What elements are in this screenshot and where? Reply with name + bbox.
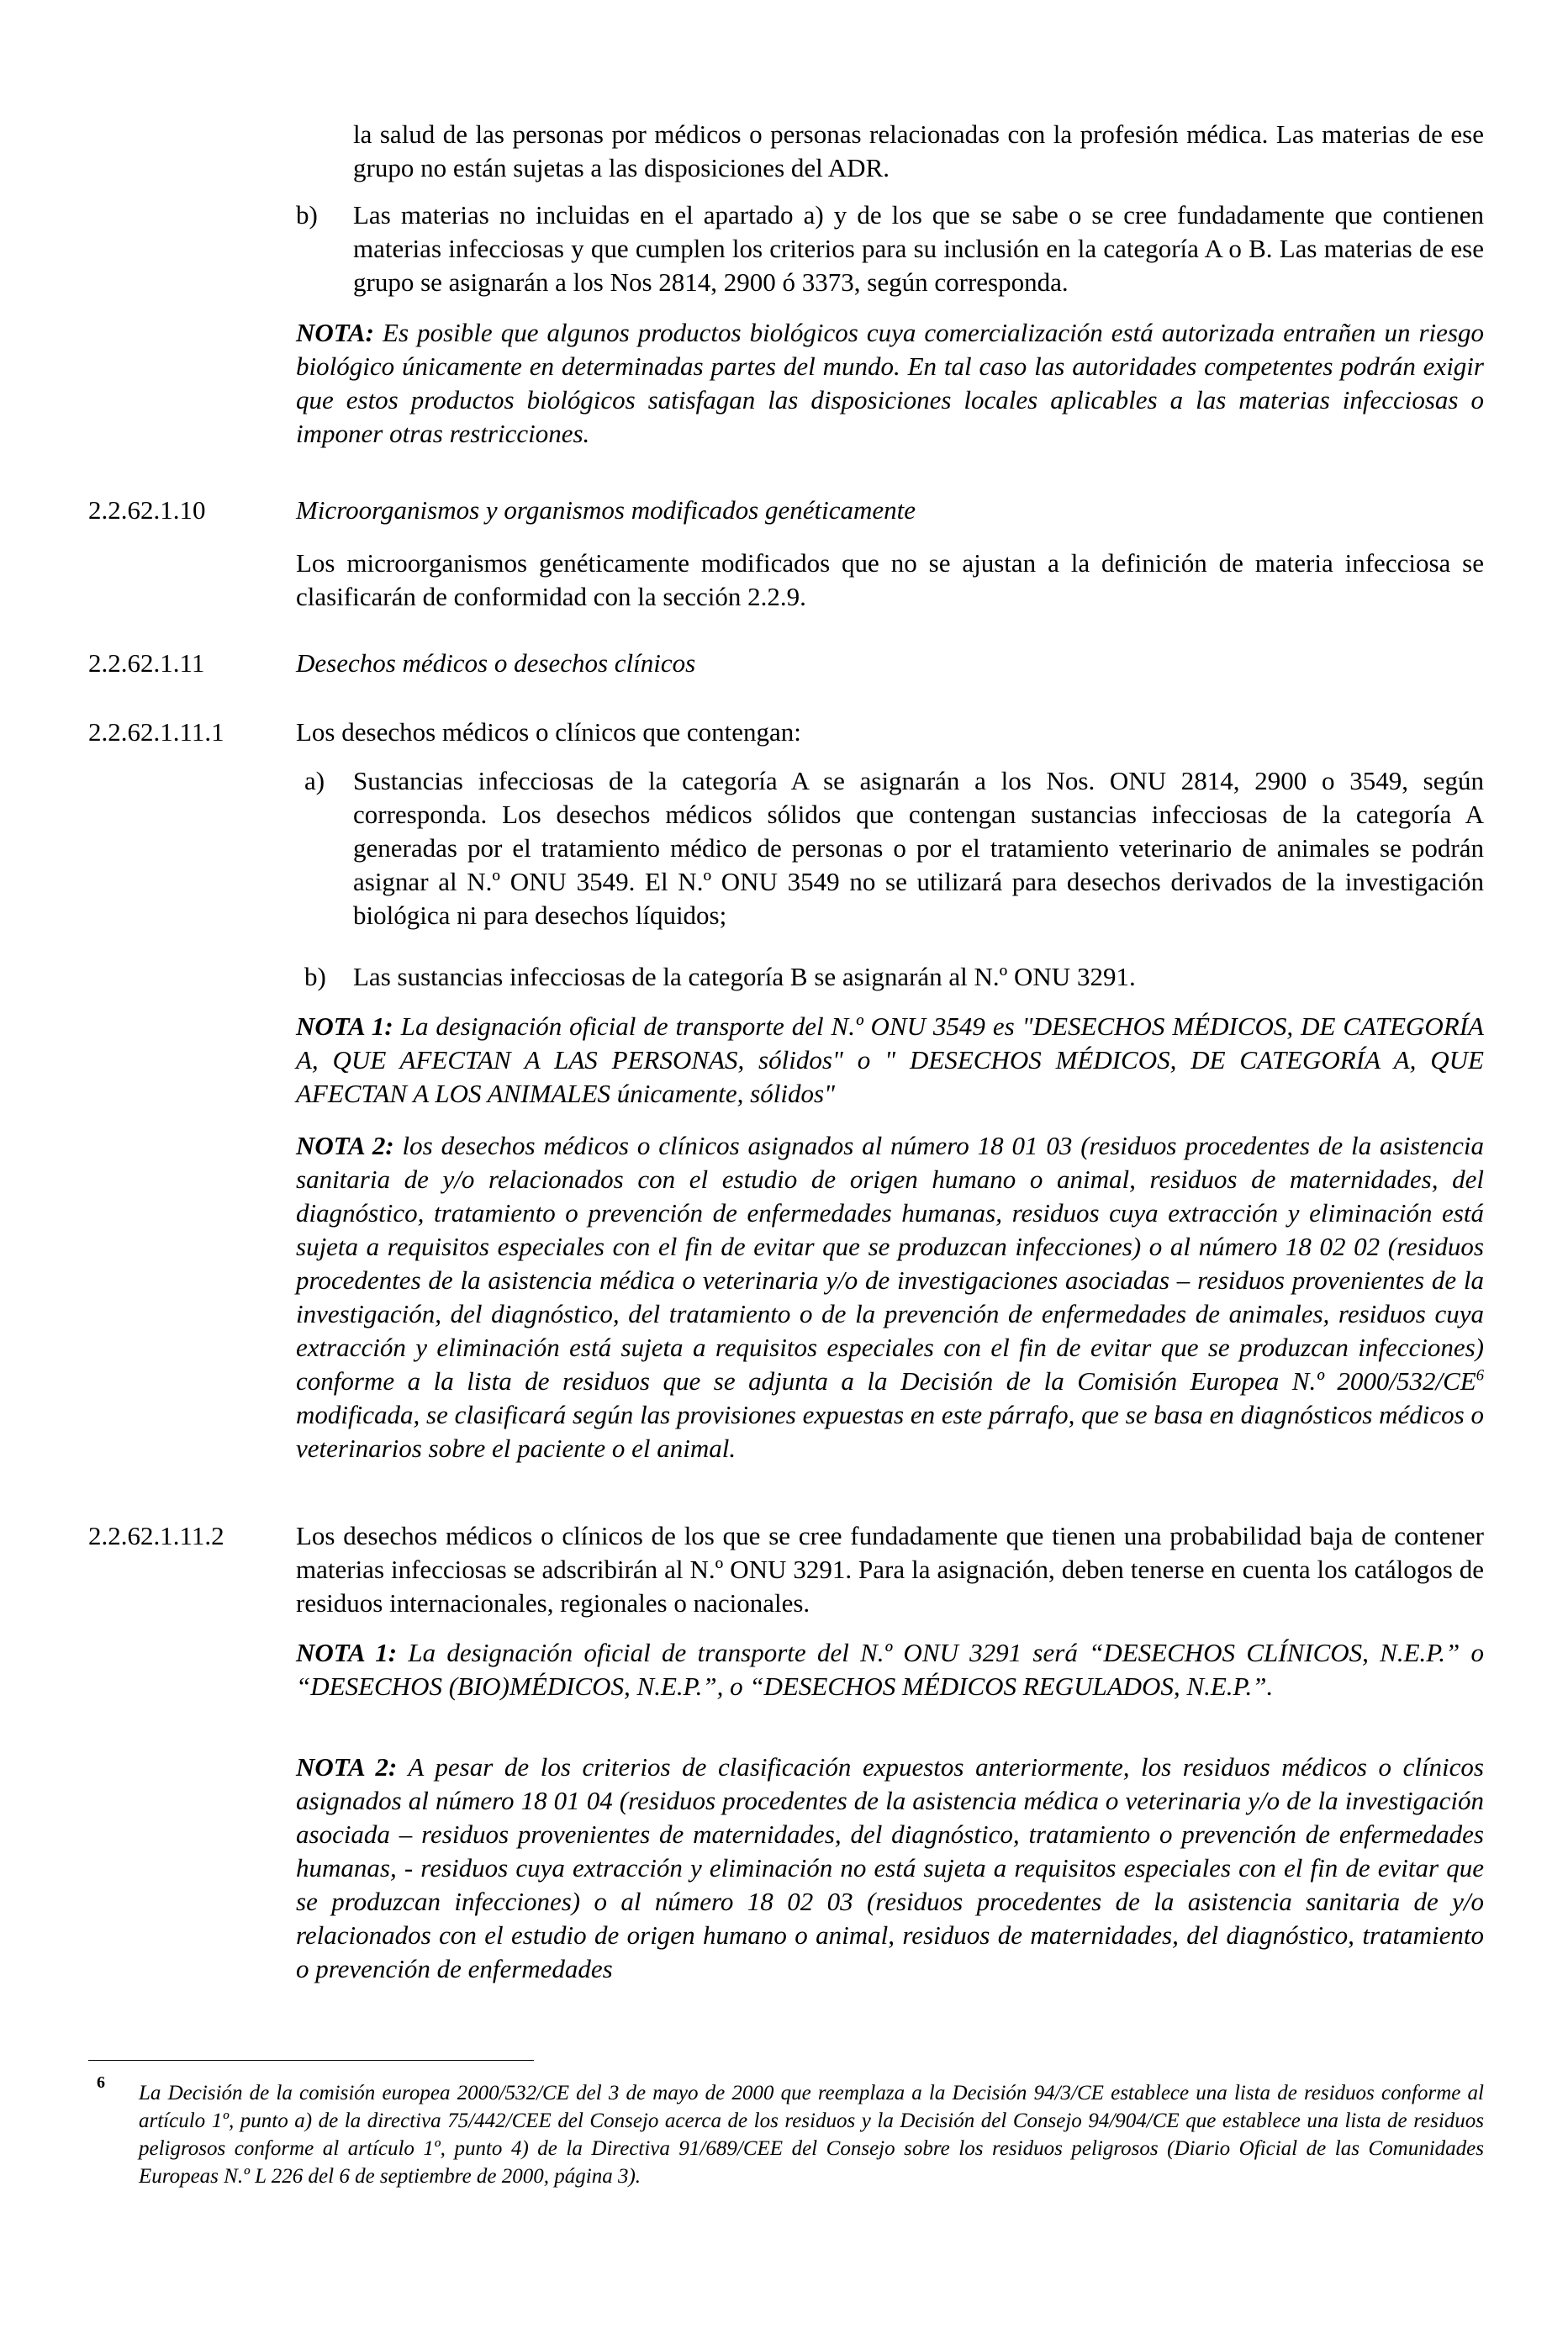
section-title: Microorganismos y organismos modificados genéticamente xyxy=(296,495,916,525)
section-paragraph: Los microorganismos genéticamente modificados que no se ajustan a la definición de materia infecciosa se clasificarán de conformidad con la sección 2.2.9. xyxy=(296,548,1484,611)
note-label: NOTA 1: xyxy=(296,1638,398,1667)
section-title: Desechos médicos o desechos clínicos xyxy=(296,648,696,678)
note-paragraph xyxy=(296,1636,1484,1703)
note-label: NOTA: xyxy=(296,318,374,347)
section-number: 2.2.62.1.11.1 xyxy=(88,717,224,747)
note-text: los desechos médicos o clínicos asignados al número 18 01 03 (residuos procedentes de la asistencia sanitaria de y/o relacionados con el estudio de origen humano o animal, residuos de maternidades, del diagnóstico, tratamiento o prevención de enfermedades humanas, residuos cuya extracción y eliminación está sujeta a requisitos especiales con el fin de evitar que se produzcan infecciones) o al número 18 02 02 (residuos procedentes de la asistencia médica o veterinaria y/o de investigaciones asociadas – residuos provenientes de la investigación, del diagnóstico, del tratamiento o de la prevención de enfermedades de animales, residuos cuya extracción y eliminación está sujeta a requisitos especiales con el fin de evitar que se produzcan infecciones) conforme a la lista de residuos que se adjunta a la Decisión de la Comisión Europea N.º 2000/532/CE xyxy=(296,1131,1484,1396)
footnote-text: La Decisión de la comisión europea 2000/532/CE del 3 de mayo de 2000 que reemplaza a la Decisión 94/3/CE establece una lista de residuos conforme al artículo 1º, punto a) de la directiva 75/442/CEE del Consejo acerca de los residuos y la Decisión del Consejo 94/904/CE que establece una lista de residuos peligrosos conforme al artículo 1º, punto 4) de la Directiva 91/689/CEE del Consejo sobre los residuos peligrosos (Diario Oficial de las Comunidades Europeas N.º L 226 del 6 de septiembre de 2000, página 3). xyxy=(139,2082,1484,2188)
note-paragraph xyxy=(296,1129,1484,1465)
section-number: 2.2.62.1.11.2 xyxy=(88,1521,224,1550)
note-paragraph xyxy=(296,1750,1484,1986)
note-label: NOTA 2: xyxy=(296,1752,398,1782)
footnote-separator xyxy=(88,2060,534,2061)
section-paragraph: Los desechos médicos o clínicos de los que se cree fundadamente que tienen una probabilidad baja de contener materias infecciosas se adscribirán al N.º ONU 3291. Para la asignación, deben tenerse en cuenta los catálogos de residuos internacionales, regionales o nacionales. xyxy=(296,1521,1484,1618)
section-paragraph: Los desechos médicos o clínicos que contengan: xyxy=(296,717,801,747)
list-item-text: Las materias no incluidas en el apartado a) y de los que se sabe o se cree fundadamente que contienen materias infecciosas y que cumplen los criterios para su inclusión en la categoría A o B. Las materias de ese grupo se asignarán a los Nos 2814, 2900 ó 3373, según corresponda. xyxy=(353,200,1484,297)
footnote-mark: 6 xyxy=(97,2073,105,2092)
note-paragraph xyxy=(296,1010,1484,1111)
section-number: 2.2.62.1.10 xyxy=(88,495,206,525)
list-item-text: Sustancias infecciosas de la categoría A se asignarán a los Nos. ONU 2814, 2900 o 3549, según corresponda. Los desechos médicos sólidos que contengan sustancias infecciosas de la categoría A generadas por el tratamiento médico de personas o por el tratamiento veterinario de animales se podrán asignar al N.º ONU 3549. El N.º ONU 3549 no se utilizará para desechos derivados de la investigación biológica ni para desechos líquidos; xyxy=(353,766,1484,930)
list-item-label: b) xyxy=(304,962,326,991)
continued-paragraph: la salud de las personas por médicos o personas relacionadas con la profesión médica. Las materias de ese grupo no están sujetas a las disposiciones del ADR. xyxy=(353,119,1484,182)
note-label: NOTA 2: xyxy=(296,1131,394,1160)
note-text: La designación oficial de transporte del N.º ONU 3291 será “DESECHOS CLÍNICOS, N.E.P.” o “DESECHOS (BIO)MÉDICOS, N.E.P.”, o “DESECHOS MÉDICOS REGULADOS, N.E.P.”. xyxy=(296,1638,1484,1701)
list-item-label: a) xyxy=(304,766,325,795)
list-item-text: Las sustancias infecciosas de la categoría B se asignarán al N.º ONU 3291. xyxy=(353,962,1136,991)
note-paragraph xyxy=(296,316,1484,451)
note-label: NOTA 1: xyxy=(296,1011,393,1041)
note-text: La designación oficial de transporte del N.º ONU 3549 es "DESECHOS MÉDICOS, DE CATEGORÍA A, QUE AFECTAN A LAS PERSONAS, sólidos" o " DESECHOS MÉDICOS, DE CATEGORÍA A, QUE AFECTAN A LOS ANIMALES únicamente, sólidos" xyxy=(296,1011,1484,1108)
note-text: Es posible que algunos productos biológicos cuya comercialización está autorizada entrañen un riesgo biológico únicamente en determinadas partes del mundo. En tal caso las autoridades competentes podrán exigir que estos productos biológicos satisfagan las disposiciones locales aplicables a las materias infecciosas o imponer otras restricciones. xyxy=(296,318,1484,448)
note-text: modificada, se clasificará según las provisiones expuestas en este párrafo, que se basa en diagnósticos médicos o veterinarios sobre el paciente o el animal. xyxy=(296,1400,1484,1463)
list-item-label: b) xyxy=(296,200,318,230)
section-number: 2.2.62.1.11 xyxy=(88,648,205,678)
footnote-reference: 6 xyxy=(1476,1366,1484,1385)
note-text: A pesar de los criterios de clasificación expuestos anteriormente, los residuos médicos o clínicos asignados al número 18 01 04 (residuos procedentes de la asistencia médica o veterinaria y/o de la investigación asociada – residuos provenientes de maternidades, del diagnóstico, tratamiento o prevención de enfermedades humanas, - residuos cuya extracción y eliminación no está sujeta a requisitos especiales con el fin de evitar que se produzcan infecciones) o al número 18 02 03 (residuos procedentes de la asistencia sanitaria de y/o relacionados con el estudio de origen humano o animal, residuos de maternidades, del diagnóstico, tratamiento o prevención de enfermedades xyxy=(296,1752,1484,1983)
